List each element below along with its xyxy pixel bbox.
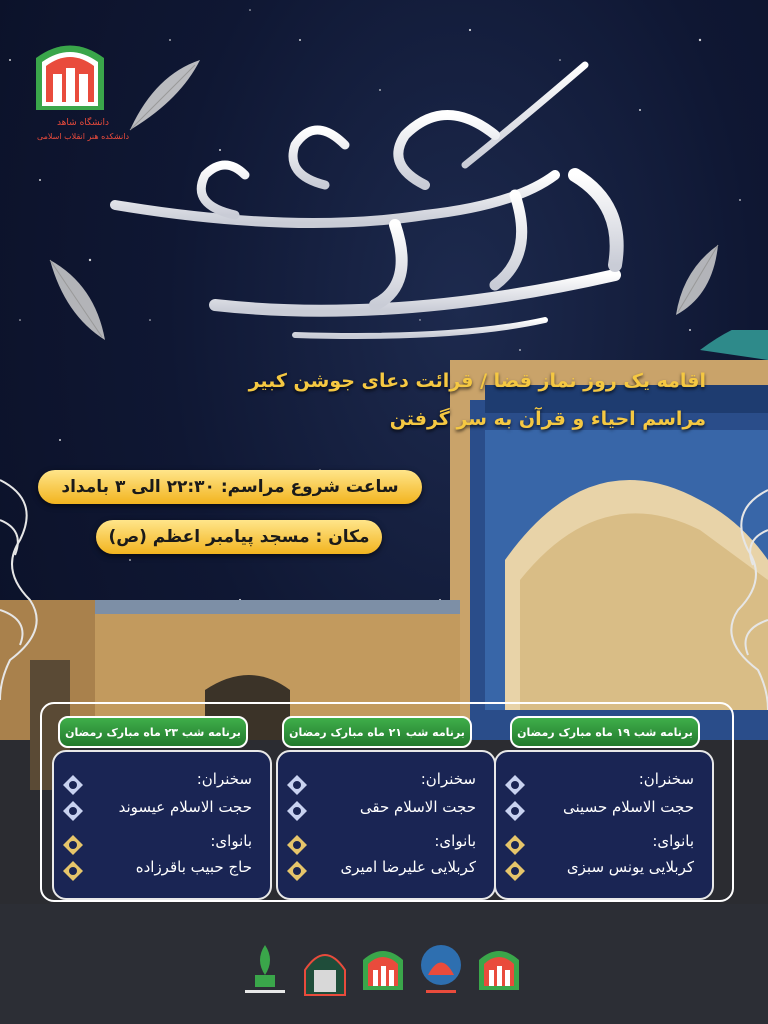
sponsor-logo-faculty-icon [474, 940, 524, 1000]
reciter-name: کربلایی یونس سبزی [566, 858, 694, 876]
ornament-icon [286, 800, 308, 822]
reciter-name: حاج حبیب باقرزاده [135, 858, 252, 876]
feather-icon [668, 240, 728, 320]
university-name: دانشگاه شاهد [56, 118, 110, 128]
speaker-label: سخنران: [420, 770, 476, 788]
time-pill: ساعت شروع مراسم: ۲۲:۳۰ الی ۳ بامداد [38, 470, 422, 504]
ornament-icon [504, 800, 526, 822]
sponsor-logo-green-icon [240, 940, 290, 1000]
program-header-23: برنامه شب ۲۳ ماه مبارک رمضان [58, 716, 248, 748]
reciter-name: کربلایی علیرضا امیری [340, 858, 476, 876]
ornament-icon [504, 834, 526, 856]
ornament-icon [286, 774, 308, 796]
reciter-label: بانوای: [434, 832, 476, 850]
ornament-icon [62, 774, 84, 796]
sponsor-logo-university-icon [358, 940, 408, 1000]
speaker-name: حجت الاسلام حسینی [563, 798, 694, 816]
sponsor-logo-basij-icon [416, 940, 466, 1000]
right-ornament-icon [708, 470, 768, 710]
ornament-icon [62, 800, 84, 822]
title-calligraphy [95, 55, 665, 345]
sponsor-logo-dome-icon [300, 940, 350, 1000]
program-card-19 [494, 750, 714, 900]
reciter-label: بانوای: [652, 832, 694, 850]
activities-line-2: مراسم احیاء و قرآن به سر گرفتن [389, 408, 706, 430]
ornament-icon [504, 860, 526, 882]
program-header-19: برنامه شب ۱۹ ماه مبارک رمضان [510, 716, 700, 748]
ornament-icon [286, 860, 308, 882]
ornament-icon [62, 860, 84, 882]
reciter-label: بانوای: [210, 832, 252, 850]
program-card-23 [52, 750, 272, 900]
place-pill: مکان : مسجد پیامبر اعظم (ص) [96, 520, 382, 554]
speaker-name: حجت الاسلام عیسوند [118, 798, 252, 816]
ornament-icon [286, 834, 308, 856]
program-card-21 [276, 750, 496, 900]
activities-line-1: اقامه یک روز نماز قضا / قرائت دعای جوشن کبیر [248, 370, 706, 392]
ornament-icon [504, 774, 526, 796]
sponsor-logos [240, 940, 530, 1010]
university-subtitle: دانشکده هنر انقلاب اسلامی [36, 132, 130, 141]
speaker-name: حجت الاسلام حقی [359, 798, 476, 816]
ornament-icon [62, 834, 84, 856]
speaker-label: سخنران: [196, 770, 252, 788]
program-header-21: برنامه شب ۲۱ ماه مبارک رمضان [282, 716, 472, 748]
speaker-label: سخنران: [638, 770, 694, 788]
